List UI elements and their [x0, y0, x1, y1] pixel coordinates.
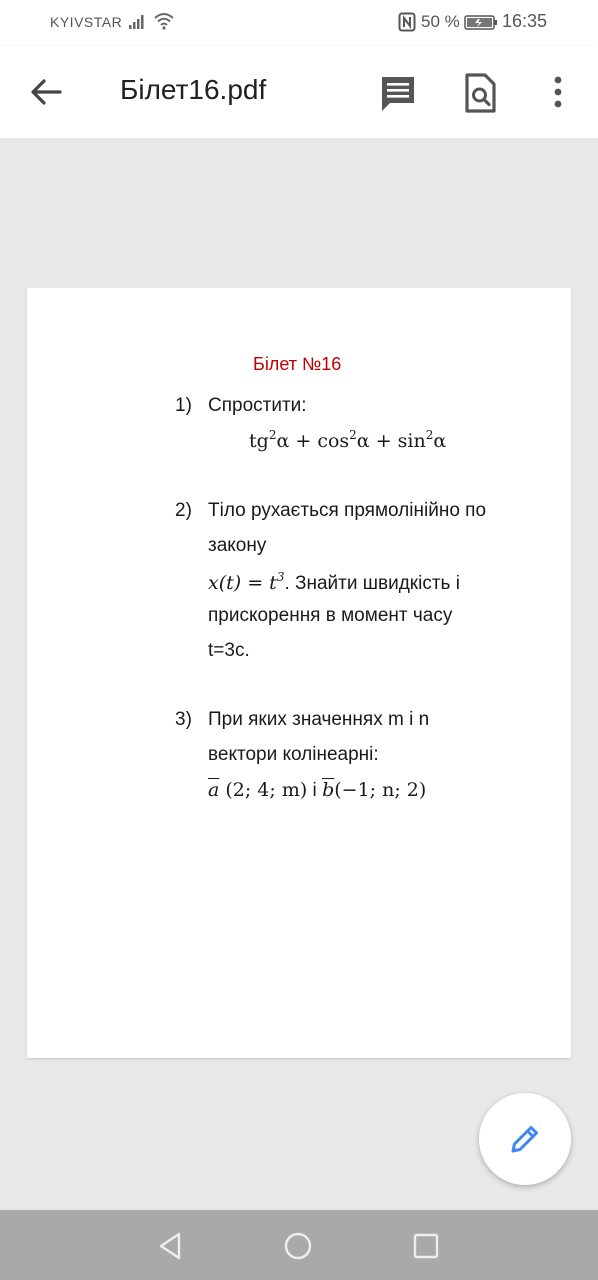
question-3-vectors: $\overline{a}$ (2; 4; m) і $\overline{b}(-1$; n; 2)	[208, 779, 427, 801]
wifi-icon	[153, 11, 175, 31]
signal-icon	[128, 12, 148, 30]
edit-pencil-icon	[507, 1121, 543, 1157]
pdf-page[interactable]	[27, 288, 571, 1058]
nav-home-icon[interactable]	[282, 1230, 314, 1262]
question-2-line-2: закону	[208, 535, 267, 556]
find-in-document-icon[interactable]	[460, 72, 500, 114]
question-3-line-2: вектори колінеарні:	[208, 744, 379, 765]
question-2-line-4: прискорення в момент часу	[208, 605, 453, 626]
nfc-icon	[398, 12, 416, 32]
app-bar	[0, 46, 598, 138]
question-3-line-1: При яких значеннях m і n	[208, 709, 430, 730]
question-1-text: Спростити:	[208, 395, 307, 416]
nav-back-icon[interactable]	[155, 1230, 187, 1262]
back-arrow-icon[interactable]	[26, 74, 66, 110]
comments-icon[interactable]	[378, 73, 418, 113]
pdf-viewer[interactable]	[0, 138, 598, 1210]
question-2-line-3: $x(t) = t^3$. Знайти швидкість і	[208, 570, 460, 594]
document-title: Білет16.pdf	[120, 74, 267, 105]
clock: 16:35	[502, 11, 548, 31]
carrier-name: KYIVSTAR	[50, 14, 123, 30]
more-vert-icon[interactable]	[544, 72, 572, 112]
nav-recents-icon[interactable]	[410, 1230, 442, 1262]
question-1-formula: $tg^2\alpha + \cos^2\alpha + \sin^2\alpha$	[249, 428, 447, 452]
edit-fab-button[interactable]	[479, 1093, 571, 1185]
question-1-number: 1)	[175, 395, 192, 416]
status-bar	[0, 0, 598, 46]
question-2-number: 2)	[175, 500, 192, 521]
question-2-line-1: Тіло рухається прямолінійно по	[208, 500, 487, 521]
question-2-line-5: t=3c.	[208, 640, 250, 661]
system-nav-bar	[0, 1210, 598, 1280]
ticket-title: Білет №16	[253, 354, 342, 374]
battery-charging-icon	[464, 15, 498, 30]
question-3-number: 3)	[175, 709, 192, 730]
battery-percent: 50 %	[421, 12, 460, 31]
